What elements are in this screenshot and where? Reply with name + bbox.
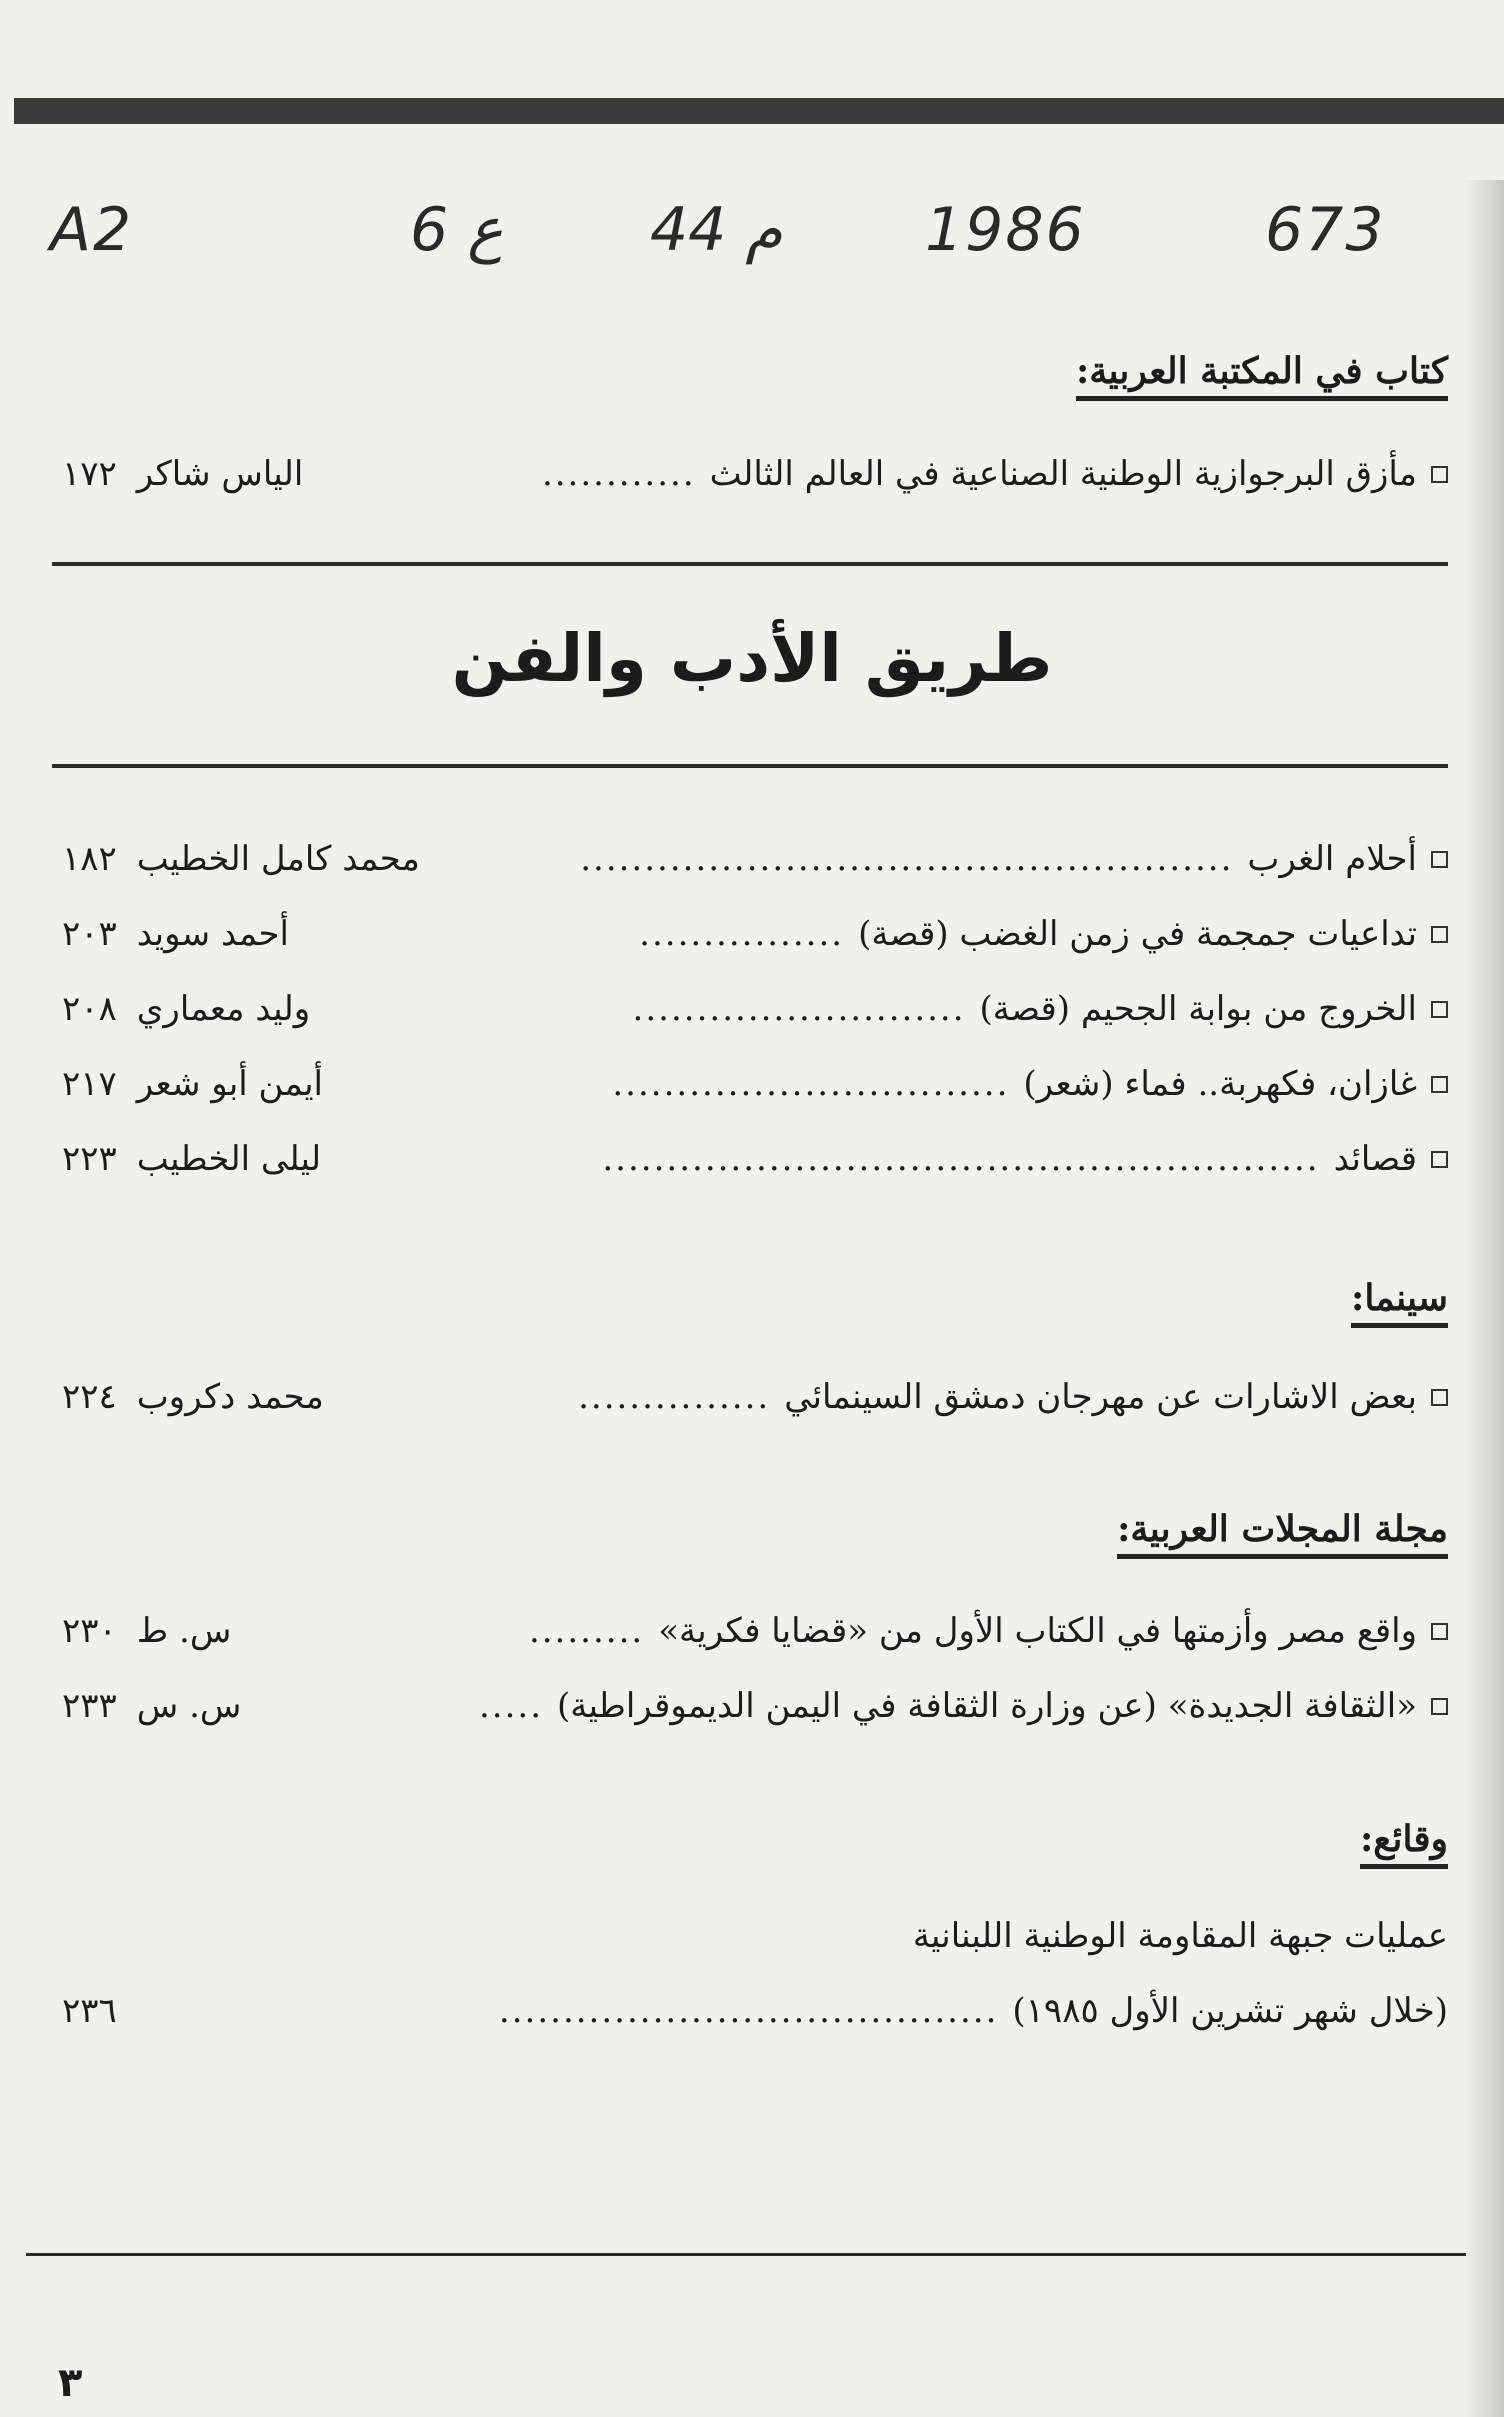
section-heading-arab-magazines: مجلة المجلات العربية: <box>1117 1508 1448 1559</box>
divider-top <box>52 562 1448 566</box>
toc-entry: واقع مصر وأزمتها في الكتاب الأول من «قضايا فكرية» ......... س. ط ٢٣٠ <box>62 1605 1448 1657</box>
toc-entry: أحلام الغرب ................................................... محمد كامل الخطيب ١٨٢ <box>62 833 1448 885</box>
page-edge-shadow <box>1464 180 1504 2417</box>
toc-entry: قصائد ........................................................ ليلى الخطيب ٢٢٣ <box>62 1133 1448 1185</box>
bullet-box-icon <box>1431 851 1448 868</box>
toc-entry: تداعيات جمجمة في زمن الغضب (قصة) ................ أحمد سويد ٢٠٣ <box>62 908 1448 960</box>
event-line-1: عمليات جبهة المقاومة الوطنية اللبنانية <box>912 1916 1448 1956</box>
bullet-box-icon <box>1431 466 1448 483</box>
toc-entry: (خلال شهر تشرين الأول ١٩٨٥) ....................................... ٢٣٦ <box>62 1991 1448 2031</box>
handwritten-note-5: 673 <box>1265 195 1386 265</box>
section-heading-cinema: سينما: <box>1351 1277 1448 1328</box>
bullet-box-icon <box>1431 1001 1448 1018</box>
bullet-box-icon <box>1431 1151 1448 1168</box>
toc-entry: بعض الاشارات عن مهرجان دمشق السينمائي ............... محمد دكروب ٢٢٤ <box>62 1371 1448 1423</box>
section-heading-events: وقائع: <box>1360 1818 1448 1869</box>
handwritten-note-1: A2 <box>50 195 134 265</box>
bullet-box-icon <box>1431 1076 1448 1093</box>
top-border-bar <box>14 98 1504 124</box>
section-heading-arab-library: كتاب في المكتبة العربية: <box>1076 350 1448 401</box>
divider-bottom <box>52 764 1448 768</box>
section-title-literature: طريق الأدب والفن <box>451 620 1053 697</box>
bullet-box-icon <box>1431 1623 1448 1640</box>
page-number: ٣ <box>58 2360 83 2406</box>
toc-entry: غازان، فكهربة.. فماء (شعر) ............................... أيمن أبو شعر ٢١٧ <box>62 1058 1448 1110</box>
footer-rule <box>26 2253 1466 2256</box>
toc-entry: «الثقافة الجديدة» (عن وزارة الثقافة في اليمن الديموقراطية) ..... س. س ٢٣٣ <box>62 1680 1448 1732</box>
handwritten-note-3: 44 م <box>650 195 783 265</box>
handwritten-note-2: 6 ع <box>410 195 504 265</box>
bullet-box-icon <box>1431 1698 1448 1715</box>
toc-entry: مأزق البرجوازية الوطنية الصناعية في العالم الثالث ............ الياس شاكر ١٧٢ <box>62 448 1448 500</box>
toc-entry: الخروج من بوابة الجحيم (قصة) .......................... وليد معماري ٢٠٨ <box>62 983 1448 1035</box>
bullet-box-icon <box>1431 1389 1448 1406</box>
bullet-box-icon <box>1431 926 1448 943</box>
handwritten-note-4: 1986 <box>925 195 1086 265</box>
